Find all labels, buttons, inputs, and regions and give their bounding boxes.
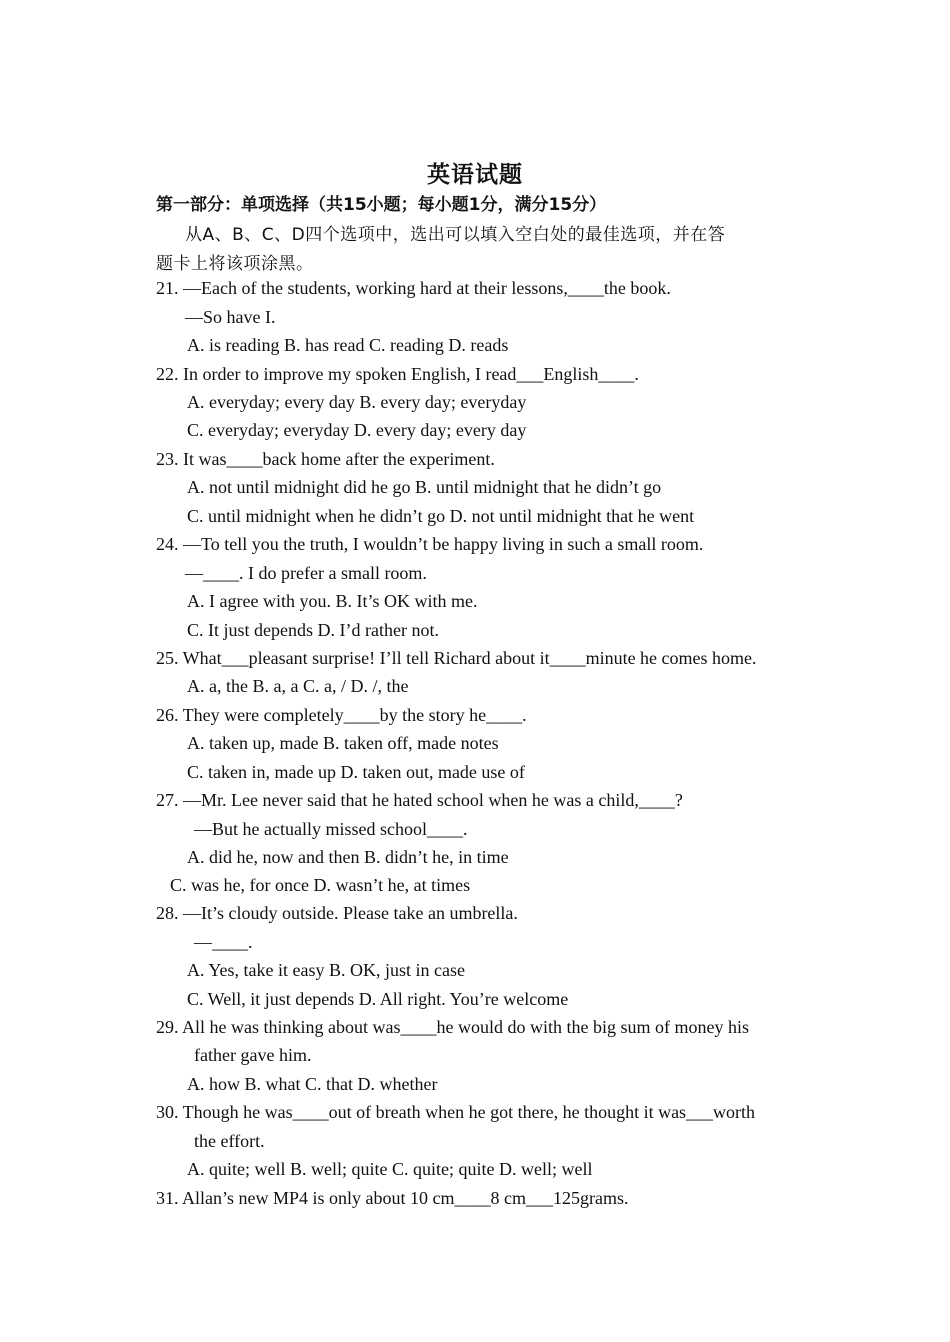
question-26-options-ab: A. taken up, made B. taken off, made notes [187, 733, 499, 753]
question-28-reply: —____. [194, 932, 253, 952]
question-26-options-cd: C. taken in, made up D. taken out, made use of [187, 762, 525, 782]
question-29-stem: 29. All he was thinking about was____he would do with the big sum of money his [156, 1017, 749, 1037]
question-28-options-cd: C. Well, it just depends D. All right. You’re welcome [187, 989, 569, 1009]
question-31-stem: 31. Allan’s new MP4 is only about 10 cm____8 cm___125grams. [156, 1188, 629, 1208]
question-30-options: A. quite; well B. well; quite C. quite; quite D. well; well [187, 1159, 593, 1179]
question-27-options-cd: C. was he, for once D. wasn’t he, at times [170, 875, 471, 895]
question-24-reply: —____. I do prefer a small room. [185, 563, 427, 583]
question-27-stem: 27. —Mr. Lee never said that he hated school when he was a child,____? [156, 790, 683, 810]
question-21-stem: 21. —Each of the students, working hard at their lessons,____the book. [156, 278, 671, 298]
question-23-options-ab: A. not until midnight did he go B. until midnight that he didn’t go [187, 477, 662, 497]
question-30-stem: 30. Though he was____out of breath when he got there, he thought it was___worth [156, 1102, 756, 1122]
question-21-options: A. is reading B. has read C. reading D. reads [187, 335, 509, 355]
question-27-reply: —But he actually missed school____. [194, 819, 468, 839]
question-29-stem-cont: father gave him. [194, 1045, 312, 1065]
question-25-stem: 25. What___pleasant surprise! I’ll tell Richard about it____minute he comes home. [156, 648, 757, 668]
instruction-line-2: 题卡上将该项涂黑。 [156, 254, 314, 274]
question-28-stem: 28. —It’s cloudy outside. Please take an umbrella. [156, 903, 518, 923]
question-22-options-ab: A. everyday; every day B. every day; everyday [187, 392, 527, 412]
question-28-options-ab: A. Yes, take it easy B. OK, just in case [187, 960, 465, 980]
question-22-options-cd: C. everyday; everyday D. every day; every day [187, 420, 527, 440]
question-23-stem: 23. It was____back home after the experiment. [156, 449, 495, 469]
question-29-options: A. how B. what C. that D. whether [187, 1074, 438, 1094]
question-26-stem: 26. They were completely____by the story he____. [156, 705, 527, 725]
question-24-stem: 24. —To tell you the truth, I wouldn’t be happy living in such a small room. [156, 534, 704, 554]
question-22-stem: 22. In order to improve my spoken English, I read___English____. [156, 364, 639, 384]
question-25-options: A. a, the B. a, a C. a, / D. /, the [187, 676, 409, 696]
question-21-reply: —So have I. [185, 307, 276, 327]
section-header: 第一部分：单项选择（共15小题；每小题1分，满分15分） [156, 195, 607, 215]
instruction-line-1: 从A、B、C、D四个选项中，选出可以填入空白处的最佳选项，并在答 [185, 225, 726, 245]
question-27-options-ab: A. did he, now and then B. didn’t he, in time [187, 847, 509, 867]
question-30-stem-cont: the effort. [194, 1131, 265, 1151]
question-24-options-cd: C. It just depends D. I’d rather not. [187, 620, 439, 640]
question-23-options-cd: C. until midnight when he didn’t go D. not until midnight that he went [187, 506, 695, 526]
question-24-options-ab: A. I agree with you. B. It’s OK with me. [187, 591, 478, 611]
page-title: 英语试题 [427, 162, 523, 188]
